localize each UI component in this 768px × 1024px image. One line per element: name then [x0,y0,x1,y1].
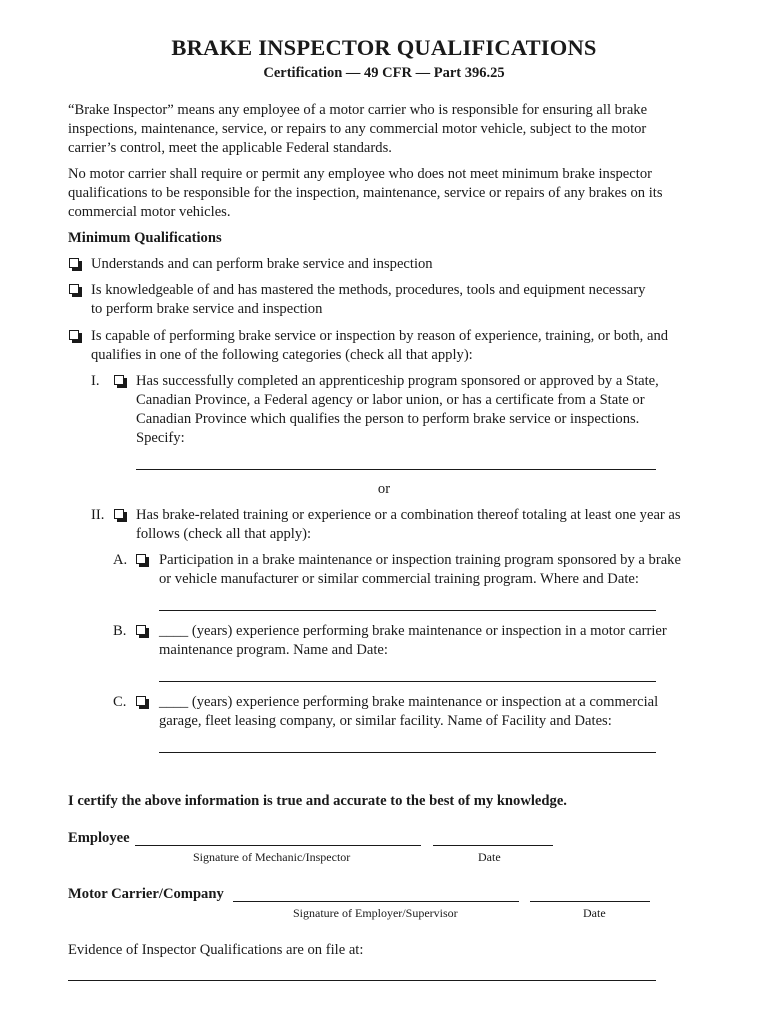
carrier-signature-field[interactable] [233,901,519,902]
employee-date-field[interactable] [433,845,553,846]
certify-statement: I certify the above information is true and accurate to the best of my knowledge. [68,793,567,809]
sub-c-checkbox[interactable] [136,696,146,706]
sub-b-text: maintenance program. Name and Date: [159,642,388,658]
employee-date-caption: Date [478,850,501,864]
sub-c-text: ____ (years) experience performing brake maintenance or inspection at a commercial [159,694,659,710]
category-i-text: Has successfully completed an apprenticeship program sponsored or approved by a State, [136,373,659,389]
carrier-signature-caption: Signature of Employer/Supervisor [293,906,458,920]
employee-signature-caption: Signature of Mechanic/Inspector [193,850,351,864]
sub-c-text: garage, fleet leasing company, or similar facility. Name of Facility and Dates: [159,713,612,729]
carrier-date-caption: Date [583,906,606,920]
sub-marker: B. [113,623,127,639]
category-ii-text: follows (check all that apply): [136,526,312,542]
qualification-checkbox[interactable] [69,284,79,294]
employee-label: Employee [68,830,130,846]
or-divider: or [377,481,391,497]
prohibition-line: qualifications to be responsible for the inspection, maintenance, service or repairs of any brakes on its [68,185,663,201]
qualification-checkbox[interactable] [69,330,79,340]
carrier-label: Motor Carrier/Company [68,886,224,902]
carrier-date-field[interactable] [530,901,650,902]
category-ii-text: Has brake-related training or experience or a combination thereof totaling at least one year as [136,507,681,523]
qualification-item-text: Is knowledgeable of and has mastered the methods, procedures, tools and equipment necessary [91,282,646,298]
sub-a-text: or vehicle manufacturer or similar commercial training program. Where and Date: [159,571,639,587]
category-marker: II. [91,507,105,523]
category-marker: I. [91,373,100,389]
sub-b-checkbox[interactable] [136,625,146,635]
sub-a-checkbox[interactable] [136,554,146,564]
minimum-qualifications-heading: Minimum Qualifications [68,230,222,246]
evidence-location-field[interactable] [68,980,656,981]
definition-line: “Brake Inspector” means any employee of a motor carrier who is responsible for ensuring all brake [68,102,648,118]
sub-marker: C. [113,694,127,710]
sub-a-text: Participation in a brake maintenance or inspection training program sponsored by a brake [159,552,681,568]
category-i-checkbox[interactable] [114,375,124,385]
definition-line: carrier’s control, meet the applicable Federal standards. [68,140,392,156]
employee-signature-field[interactable] [135,845,421,846]
where-and-date-field[interactable] [159,610,656,611]
qualification-item-text: to perform brake service and inspection [91,301,323,317]
facility-and-dates-field[interactable] [159,752,656,753]
page-subtitle: Certification — 49 CFR — Part 396.25 [263,65,505,81]
qualification-checkbox[interactable] [69,258,79,268]
category-i-text: Specify: [136,430,185,446]
qualification-item-text: Understands and can perform brake service and inspection [91,256,433,272]
prohibition-line: commercial motor vehicles. [68,204,231,220]
definition-line: inspections, maintenance, service, or repairs to any commercial motor vehicle, subject to the motor [68,121,647,137]
page-title: BRAKE INSPECTOR QUALIFICATIONS [171,35,597,60]
category-ii-checkbox[interactable] [114,509,124,519]
category-i-text: Canadian Province, a Federal agency or labor union, or has a certificate from a State or [136,392,645,408]
category-i-text: Canadian Province which qualifies the person to perform brake service or inspections. [136,411,640,427]
qualification-item-text: qualifies in one of the following categories (check all that apply): [91,347,473,363]
name-and-date-field[interactable] [159,681,656,682]
qualification-item-text: Is capable of performing brake service or inspection by reason of experience, training, or both, and [91,328,669,344]
specify-field[interactable] [136,469,656,470]
sub-b-text: ____ (years) experience performing brake maintenance or inspection in a motor carrier [159,623,667,639]
prohibition-line: No motor carrier shall require or permit any employee who does not meet minimum brake inspector [68,166,652,182]
evidence-label: Evidence of Inspector Qualifications are on file at: [68,942,364,958]
sub-marker: A. [113,552,128,568]
